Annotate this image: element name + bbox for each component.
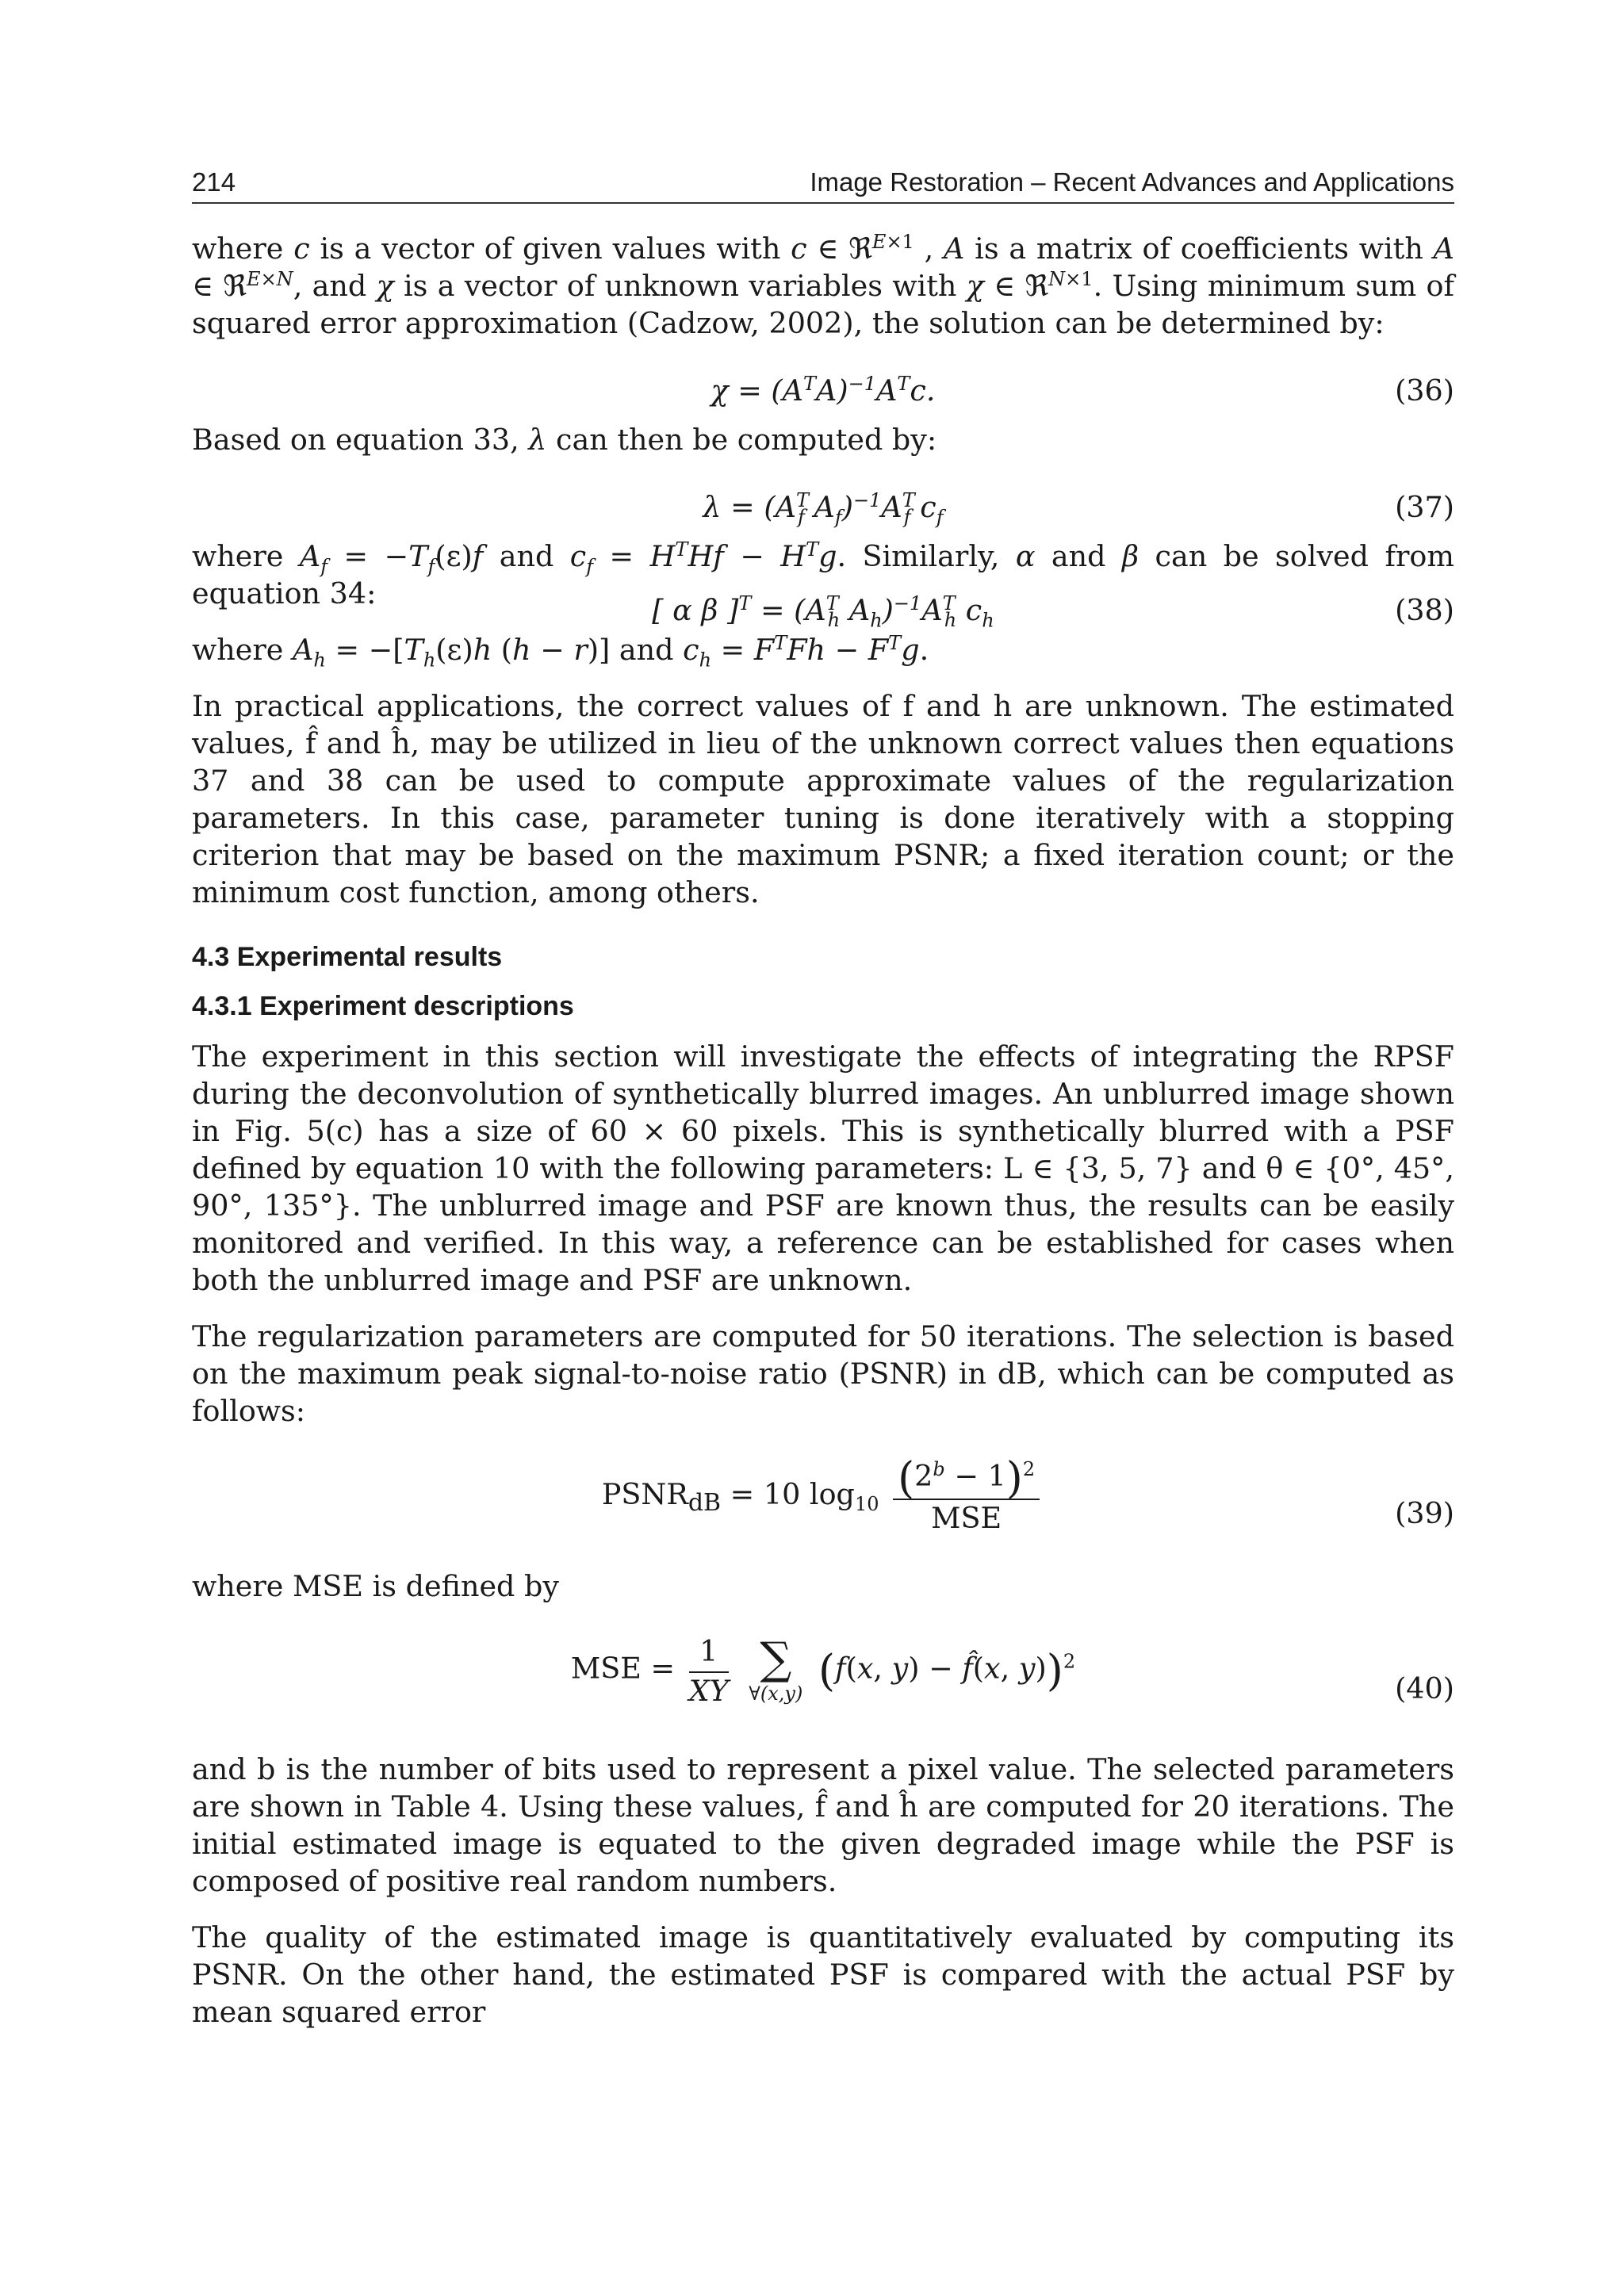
equation-38-expression: [ α β ]$^T = (A^T_h$ $A_h)^{-1}A^T_h$ $c_h$ — [652, 591, 994, 632]
equation-38 — [192, 580, 1454, 631]
equation-39-fraction: $\frac{(2^b - 1)^2}{\text{MSE}}$ — [893, 1457, 1040, 1537]
running-title: Image Restoration – Recent Advances and Applications — [810, 167, 1454, 197]
equation-38-number: (38) — [1395, 593, 1454, 627]
equation-39 — [192, 1449, 1454, 1568]
paragraph-where-c: where c is a vector of given values with c ∈ ℜ$^{E\times 1}$ , A is a matrix of coefficients with A ∈ ℜ$^{E\times N}$, and χ is a vector of unknown variables with χ ∈ ℜ$^{N\times 1}$. Using minimum sum of squared error approximation (Cadzow, 2002), the solution can be determined by: — [192, 230, 1454, 340]
equation-40-expression: MSE = $\frac{1}{XY}$ ∑ ∀(x,y) (f(x, y) − f̂(x, y))$^2$ — [570, 1633, 1076, 1708]
equation-37-number: (37) — [1395, 490, 1454, 524]
page-number: 214 — [192, 167, 236, 197]
paragraph-regularization: The regularization parameters are computed for 50 iterations. The selection is based on the maximum peak signal-to-noise ratio (PSNR) in dB, which can be computed as follows: — [192, 1319, 1454, 1428]
equation-40-fraction: $\frac{1}{XY}$ — [689, 1632, 729, 1709]
paragraph-where-ah: where $A_h = -[T_h(\varepsilon)h$ (h − r)] and $c_h = F^TFh - F^Tg$. — [192, 631, 929, 672]
equation-39-number: (39) — [1395, 1496, 1454, 1530]
paragraph-quality: The quality of the estimated image is quantitatively evaluated by computing its PSNR. On the other hand, the estimated PSF is compared with the actual PSF by mean squared error — [192, 1920, 1454, 2029]
equation-36-expression: $\chi = (A^TA)^{-1}A^Tc$. — [710, 372, 936, 408]
equation-37 — [192, 477, 1454, 538]
page-body — [192, 230, 1454, 2050]
subsection-heading: 4.3.1 Experiment descriptions — [192, 991, 574, 1021]
paragraph-based-on-33: Based on equation 33, λ can then be computed by: — [192, 423, 937, 457]
equation-39-expression: $PSNR_{dB} = 10$ $\log_{10}$ $\frac{(2^b - 1)^2}{\text{MSE}}$ — [192, 1457, 1454, 1537]
equation-36 — [192, 361, 1454, 421]
paragraph-practical-applications: In practical applications, the correct values of f and h are unknown. The estimated values, f̂ and ĥ, may be utilized in lieu of the unknown correct values then equations 37 and 38 can be used to compute approximate values of the regularization parameters. In this case, parameter tuning is done iteratively with a stopping criterion that may be based on the maximum PSNR; a fixed iteration count; or the minimum cost function, among others. — [192, 689, 1454, 909]
paragraph-experiment: The experiment in this section will investigate the effects of integrating the RPSF during the deconvolution of synthetically blurred images. An unblurred image shown in Fig. 5(c) has a size of 60 × 60 pixels. This is synthetically blurred with a PSF defined by equation 10 with the following parameters: L ∈ {3, 5, 7} and θ ∈ {0°, 45°, 90°, 135°}. The unblurred image and PSF are known thus, the results can be easily monitored and verified. In this way, a reference can be established for cases when both the unblurred image and PSF are unknown. — [192, 1039, 1454, 1297]
page-header — [192, 163, 1454, 204]
paragraph-bits: and b is the number of bits used to represent a pixel value. The selected parameters are shown in Table 4. Using these values, f̂ and ĥ are computed for 20 iterations. The initial estimated image is equated to the given degraded image while the PSF is composed of positive real random numbers. — [192, 1752, 1454, 1898]
summation-symbol: ∑ ∀(x,y) — [749, 1633, 803, 1705]
section-heading: 4.3 Experimental results — [192, 942, 503, 972]
equation-40-number: (40) — [1395, 1671, 1454, 1705]
paragraph-where-af: where $A_f = -T_f(\varepsilon)f$ and $c_f = H^THf - H^Tg$. Similarly, α and β can be solved from equation 34: — [192, 538, 1454, 611]
equation-40 — [192, 1624, 1454, 1751]
equation-37-expression: $\lambda = (A^T_f$ $A_f)^{-1}A^T_f$ $c_f$ — [703, 488, 944, 529]
equation-36-number: (36) — [1395, 373, 1454, 408]
paragraph-mse-defined: where MSE is defined by — [192, 1569, 560, 1603]
